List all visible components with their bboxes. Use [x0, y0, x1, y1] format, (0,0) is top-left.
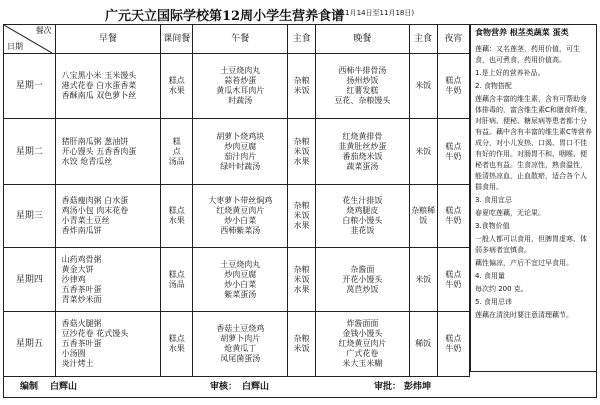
menu-item: 豆花、杂粮馒头 — [334, 96, 391, 105]
nutrition-paragraph: 3. 食用宜忌 — [475, 196, 512, 204]
header-snack: 课间餐 — [161, 25, 193, 54]
menu-item: 炒肉豆腐 — [224, 141, 257, 151]
menu-item: 小汤圆 — [61, 349, 86, 358]
menu-item: 炒肉豆腐 — [224, 269, 257, 279]
menu-item: 水果 — [168, 216, 185, 225]
menu-item: 米饭 — [293, 274, 310, 284]
nutrition-paragraph: 4. 食用量 — [475, 272, 505, 280]
staple-dinner-cell: 米饭 — [409, 119, 437, 185]
menu-item: 蒜苔炒蛋 — [224, 76, 257, 85]
menu-item: 糕点 — [168, 269, 185, 279]
menu-item: 糕点 — [445, 269, 462, 279]
header-staple-lunch: 主食 — [288, 25, 316, 54]
menu-item: 胡萝卜烧鸡块 — [216, 131, 265, 141]
staple-dinner-cell: 杂粮稀饭 — [409, 185, 437, 248]
menu-item: 杂粮 — [293, 334, 310, 343]
menu-item: 紫菜蛋汤 — [224, 289, 257, 299]
menu-item: 五香茶叶蛋 — [61, 339, 102, 348]
nutrition-paragraph: 2. 食物搭配 — [475, 82, 512, 90]
nutrition-paragraph: 春夏吃莲藕，无论果。 — [475, 209, 545, 217]
menu-item: 烧鸡腿皮 — [346, 206, 379, 215]
lunch-cell — [193, 119, 288, 185]
menu-item: 大枣萝卜带丝焖鸡 — [208, 196, 273, 205]
menu-item: 糕点 — [445, 76, 462, 85]
staple-dinner-cell: 稀饭 — [409, 312, 437, 377]
menu-title-bar — [0, 2, 600, 24]
menu-item: 杂粮 — [293, 201, 310, 210]
menu-item: 杂酱面 — [350, 264, 375, 274]
snack-cell — [161, 54, 193, 119]
day-row — [4, 54, 470, 119]
menu-item: 炸酱面面 — [346, 319, 379, 328]
menu-item: 汤品 — [168, 156, 185, 166]
corner-label-date: 日期 — [7, 42, 23, 51]
dinner-cell — [316, 119, 410, 185]
menu-item: 米大玉米糊 — [342, 359, 383, 368]
header-staple-dinner: 主食 — [409, 25, 437, 54]
header-breakfast: 早餐 — [55, 25, 160, 54]
menu-item: 糕 — [172, 136, 181, 146]
menu-item: 糕点 — [168, 206, 185, 215]
header-lunch: 午餐 — [193, 25, 288, 54]
approved-name: 彭炜坤 — [404, 382, 432, 392]
menu-item: 番茄烧米饭 — [342, 151, 383, 161]
nutrition-paragraph: 每次约 200 克。 — [475, 285, 528, 293]
menu-item: 猪肝南瓜粥 葱油饼 — [61, 136, 129, 146]
menu-item: 炎汁烤土 — [61, 359, 94, 368]
menu-item: 花生汁排饭 — [342, 196, 383, 205]
corner-cell — [4, 25, 56, 54]
menu-item: 糕点 — [168, 334, 185, 343]
reviewed-label: 审核： — [210, 382, 238, 392]
snack-cell — [161, 312, 193, 377]
approved-label: 审批： — [374, 382, 402, 392]
dinner-cell — [316, 248, 410, 312]
dinner-cell — [316, 312, 410, 377]
menu-date-range: (11月14日至11月18日) — [338, 9, 415, 17]
menu-item: 牛奶 — [445, 344, 462, 353]
staple-dinner-cell: 米饭 — [409, 248, 437, 312]
nutrition-paragraph: 5. 食用忌讳 — [475, 298, 512, 306]
menu-item: 开心馒头 五香香肉蛋 — [61, 146, 137, 156]
menu-item: 西柿牛排骨汤 — [338, 66, 387, 75]
menu-item: 豆沙花卷 花式馒头 — [61, 329, 129, 338]
menu-item: 点 — [172, 146, 181, 156]
menu-item: 鸡汤小包 肉末花卷 — [61, 206, 129, 215]
staple-lunch-cell — [288, 185, 316, 248]
menu-item: 土豆烧肉丸 — [220, 259, 261, 269]
menu-item: 白粮小馒头 — [342, 216, 383, 225]
menu-item: 香菇火腿粥 — [61, 319, 102, 328]
day-row — [4, 185, 470, 248]
nutrition-heading: 食物营养 根茎类蔬菜 蛋类 — [475, 28, 569, 37]
menu-item: 广式花卷 — [346, 349, 379, 358]
menu-item: 汤品 — [168, 279, 185, 289]
menu-item: 蔬菜蛋汤 — [346, 161, 379, 171]
menu-item: 红烧黄排骨 — [342, 131, 383, 141]
night-snack-cell — [437, 248, 469, 312]
menu-item: 牛奶 — [445, 151, 462, 161]
night-snack-cell — [437, 312, 469, 377]
menu-item: 水果 — [168, 344, 185, 353]
menu-item: 莴苣炒饭 — [346, 284, 379, 294]
approval-footer — [3, 372, 597, 398]
menu-item: 杂粮 — [293, 264, 310, 274]
staple-lunch-cell — [288, 312, 316, 377]
snack-cell — [161, 248, 193, 312]
lunch-cell — [193, 248, 288, 312]
corner-label-meal: 餐次 — [35, 26, 52, 35]
prepared-label: 编制 — [20, 382, 39, 392]
menu-item: 米饭 — [293, 146, 310, 156]
menu-item: 凤尾菌蛋汤 — [220, 354, 261, 363]
menu-item: 糕点 — [445, 206, 462, 215]
menu-item: 西柿紫菜汤 — [220, 226, 261, 235]
breakfast-cell — [55, 119, 160, 185]
nutrition-paragraph: 藕性偏凉，产后不宜过早食用。 — [475, 259, 573, 267]
nutrition-notes-panel — [470, 24, 597, 372]
menu-item: 糕点 — [168, 76, 185, 85]
menu-item: 黄金大饼 — [61, 264, 94, 274]
menu-item: 黄瓜木耳肉片 — [216, 86, 265, 95]
menu-item: 小青菜土豆丝 — [61, 216, 110, 225]
menu-item: 开花小馒头 — [342, 274, 383, 284]
menu-item: 韭花饭 — [350, 226, 375, 235]
weekly-menu-table — [3, 24, 470, 377]
day-row — [4, 119, 470, 185]
menu-item: 红薯发糕 — [346, 86, 379, 95]
header-dinner: 晚餐 — [316, 25, 410, 54]
menu-item: 水果 — [293, 284, 310, 294]
snack-cell — [161, 185, 193, 248]
staple-lunch-cell — [288, 54, 316, 119]
snack-cell — [161, 119, 193, 185]
menu-item: 米饭 — [293, 344, 310, 353]
menu-item: 水果 — [168, 86, 185, 95]
breakfast-cell — [55, 312, 160, 377]
menu-item: 红烧黄豆肉片 — [216, 206, 265, 215]
menu-item: 牛奶 — [445, 86, 462, 95]
staple-lunch-cell — [288, 119, 316, 185]
menu-item: 扬州炒饭 — [346, 76, 379, 85]
lunch-cell — [193, 54, 288, 119]
menu-item: 胡萝卜肉片 — [220, 334, 261, 343]
header-night-snack: 夜宵 — [437, 25, 469, 54]
menu-item: 糕点 — [445, 334, 462, 343]
prepared-name: 白辉山 — [50, 382, 78, 392]
menu-item: 茄汁肉片 — [224, 151, 257, 161]
menu-item: 水果 — [293, 156, 310, 166]
menu-item: 港式花卷 白水蛋香菜 — [61, 81, 137, 90]
menu-item: 香酥南瓜 双色萝卜丝 — [61, 91, 137, 100]
menu-item: 韭黄肚丝炒蛋 — [338, 141, 387, 151]
breakfast-cell — [55, 248, 160, 312]
nutrition-paragraph: 1.是上好的营养补品。 — [475, 69, 545, 77]
menu-item: 沙律鸡 — [61, 274, 86, 284]
dinner-cell — [316, 54, 410, 119]
lunch-cell — [193, 185, 288, 248]
menu-item: 炒小白菜 — [224, 279, 257, 289]
nutrition-paragraph: 莲藕：又名莲茎，药用价值，可生食，也可煮食，药用价值高。 — [475, 45, 580, 64]
menu-item: 山药鸡骨粥 — [61, 254, 102, 264]
menu-item: 米饭 — [293, 86, 310, 95]
menu-item: 米饭 — [293, 211, 310, 220]
lunch-cell — [193, 312, 288, 377]
menu-item: 五香茶叶蛋 — [61, 284, 102, 294]
day-label: 星期一 — [4, 54, 56, 119]
day-label: 星期四 — [4, 248, 56, 312]
day-label: 星期二 — [4, 119, 56, 185]
menu-item: 金钱小馒头 — [342, 329, 383, 338]
menu-item: 糕点 — [445, 141, 462, 151]
menu-item: 牛奶 — [445, 279, 462, 289]
menu-item: 牛奶 — [445, 216, 462, 225]
night-snack-cell — [437, 54, 469, 119]
day-label: 星期五 — [4, 312, 56, 377]
header-row — [4, 25, 470, 54]
menu-item: 杂粮 — [293, 76, 310, 85]
menu-item: 土豆烧肉丸 — [220, 66, 261, 75]
menu-item: 杂粮 — [293, 136, 310, 146]
menu-item: 绿叶时蔬汤 — [220, 161, 261, 171]
menu-title: 广元天立国际学校第12周小学生营养食谱 — [105, 9, 345, 24]
menu-item: 炒小白菜 — [224, 216, 257, 225]
menu-item: 炝黄瓜丁 — [224, 344, 257, 353]
menu-item: 红烧黄豆肉片 — [338, 339, 387, 348]
nutrition-paragraph: 一般人都可以食用，但脾胃虚寒、体弱多病者宜慎食。 — [475, 235, 587, 254]
menu-item: 水饺 炝青瓜丝 — [61, 156, 113, 166]
menu-item: 八宝黑小米 玉米馒头 — [61, 71, 137, 80]
day-row — [4, 248, 470, 312]
staple-lunch-cell — [288, 248, 316, 312]
menu-item: 水果 — [293, 221, 310, 230]
breakfast-cell — [55, 185, 160, 248]
menu-item: 香菇土豆烧鸡 — [216, 324, 265, 333]
breakfast-cell — [55, 54, 160, 119]
menu-item: 香炸南瓜饼 — [61, 226, 102, 235]
nutrition-paragraph: 莲藕含丰富的维生素，含有可帮助身体排毒的，富含维生素C和膳食纤维，对肝病、便秘、糖尿病等患者都十分有益。藕中含有丰富的维生素C等营养成分，对小儿发热、口渴、胃口不佳有好的作用。对肠胃不和、咽喉、便秘者也有益。生食凉性，熟食温性，能清热凉血，止血散瘀，适合各个人群食用。 — [475, 95, 592, 191]
staple-dinner-cell: 米饭 — [409, 54, 437, 119]
menu-item: 时蔬汤 — [228, 96, 253, 105]
night-snack-cell — [437, 119, 469, 185]
day-row — [4, 312, 470, 377]
nutrition-paragraph: 3.食物价值 — [475, 222, 510, 230]
day-label: 星期三 — [4, 185, 56, 248]
menu-item: 青菜炒米面 — [61, 294, 102, 304]
night-snack-cell — [437, 185, 469, 248]
menu-item: 香菇瘦肉粥 白水蛋 — [61, 196, 129, 205]
reviewed-name: 白辉山 — [242, 382, 270, 392]
dinner-cell — [316, 185, 410, 248]
nutrition-paragraph: 莲藕在清洗时要注意清理藕节。 — [475, 311, 573, 319]
